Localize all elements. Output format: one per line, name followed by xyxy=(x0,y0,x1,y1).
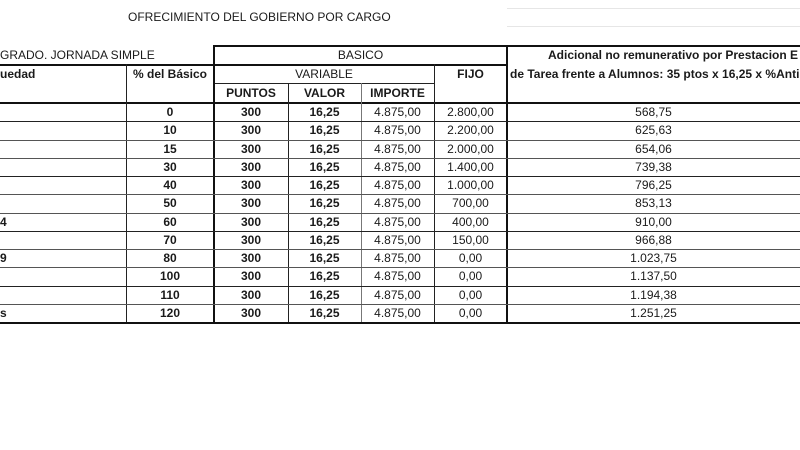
cell-pct-basico[interactable]: 15 xyxy=(163,141,177,156)
cell-importe[interactable]: 4.875,00 xyxy=(374,214,421,229)
cell-importe[interactable]: 4.875,00 xyxy=(374,196,421,211)
cell-puntos[interactable]: 300 xyxy=(240,178,262,193)
border-line xyxy=(0,64,507,66)
cell-valor[interactable]: 16,25 xyxy=(309,159,340,174)
cell-puntos[interactable]: 300 xyxy=(240,251,262,266)
cell-antiguedad[interactable] xyxy=(0,176,124,194)
cell-antiguedad[interactable] xyxy=(0,267,124,285)
cell-pct-basico[interactable]: 110 xyxy=(160,287,180,302)
cell-valor[interactable]: 16,25 xyxy=(309,232,340,247)
cell-fijo[interactable]: 0,00 xyxy=(458,287,483,302)
cell-adicional[interactable]: 1.194,38 xyxy=(630,287,677,302)
section-label: GRADO. JORNADA SIMPLE xyxy=(0,48,155,62)
cell-pct-basico[interactable]: 30 xyxy=(163,159,177,174)
header-adicional-line1: Adicional no remunerativo por Prestacion E xyxy=(548,48,799,62)
cell-importe[interactable]: 4.875,00 xyxy=(374,305,421,320)
cell-puntos[interactable]: 300 xyxy=(240,159,262,174)
cell-pct-basico[interactable]: 70 xyxy=(163,232,177,247)
cell-adicional[interactable]: 1.137,50 xyxy=(630,269,677,284)
cell-antiguedad[interactable] xyxy=(0,121,124,139)
cell-fijo[interactable]: 2.200,00 xyxy=(447,123,494,138)
cell-valor[interactable]: 16,25 xyxy=(309,214,340,229)
cell-pct-basico[interactable]: 80 xyxy=(163,251,177,266)
cell-adicional[interactable]: 1.023,75 xyxy=(630,251,677,266)
cell-pct-basico[interactable]: 120 xyxy=(159,305,181,320)
cell-adicional[interactable]: 1.251,25 xyxy=(630,305,677,320)
header-pct-basico: % del Básico xyxy=(132,67,208,81)
cell-importe[interactable]: 4.875,00 xyxy=(374,123,421,138)
cell-antiguedad[interactable]: 9 xyxy=(0,251,7,266)
header-adicional-line2: de Tarea frente a Alumnos: 35 ptos x 16,25 x %Anti xyxy=(510,67,800,81)
header-fijo: FIJO xyxy=(457,67,484,81)
cell-puntos[interactable]: 300 xyxy=(240,196,262,211)
header-puntos: PUNTOS xyxy=(226,86,276,100)
cell-fijo[interactable]: 400,00 xyxy=(452,214,489,229)
cell-antiguedad[interactable]: s xyxy=(0,305,7,320)
header-basico: BASICO xyxy=(337,48,384,62)
cell-puntos[interactable]: 300 xyxy=(240,287,262,302)
cell-adicional[interactable]: 966,88 xyxy=(635,232,672,247)
cell-importe[interactable]: 4.875,00 xyxy=(374,141,421,156)
cell-antiguedad[interactable]: 4 xyxy=(0,214,7,229)
cell-antiguedad[interactable] xyxy=(0,286,124,304)
cell-valor[interactable]: 16,25 xyxy=(309,251,340,266)
cell-pct-basico[interactable]: 40 xyxy=(163,178,177,193)
cell-valor[interactable]: 16,25 xyxy=(309,178,340,193)
cell-adicional[interactable]: 568,75 xyxy=(635,105,672,120)
cell-pct-basico[interactable]: 100 xyxy=(159,269,181,284)
cell-pct-basico[interactable]: 50 xyxy=(163,196,177,211)
header-variable: VARIABLE xyxy=(295,67,353,81)
row-border xyxy=(0,322,800,324)
cell-adicional[interactable]: 654,06 xyxy=(635,141,672,156)
cell-importe[interactable]: 4.875,00 xyxy=(374,159,421,174)
cell-fijo[interactable]: 0,00 xyxy=(458,305,483,320)
cell-antiguedad[interactable] xyxy=(0,231,124,249)
header-valor: VALOR xyxy=(303,86,346,100)
cell-adicional[interactable]: 625,63 xyxy=(635,123,672,138)
cell-valor[interactable]: 16,25 xyxy=(309,305,340,320)
cell-puntos[interactable]: 300 xyxy=(240,269,262,284)
cell-importe[interactable]: 4.875,00 xyxy=(374,232,421,247)
cell-adicional[interactable]: 910,00 xyxy=(635,214,672,229)
cell-pct-basico[interactable]: 10 xyxy=(163,123,177,138)
header-importe: IMPORTE xyxy=(370,86,425,100)
cell-adicional[interactable]: 796,25 xyxy=(635,178,672,193)
cell-puntos[interactable]: 300 xyxy=(240,305,262,320)
cell-fijo[interactable]: 0,00 xyxy=(458,269,483,284)
cell-puntos[interactable]: 300 xyxy=(240,232,262,247)
faint-gridline xyxy=(507,26,800,27)
cell-antiguedad[interactable] xyxy=(0,194,124,212)
cell-fijo[interactable]: 1.000,00 xyxy=(447,178,494,193)
cell-valor[interactable]: 16,25 xyxy=(309,141,340,156)
cell-pct-basico[interactable]: 0 xyxy=(166,105,174,120)
cell-importe[interactable]: 4.875,00 xyxy=(374,287,421,302)
cell-valor[interactable]: 16,25 xyxy=(309,196,340,211)
cell-pct-basico[interactable]: 60 xyxy=(163,214,177,229)
cell-importe[interactable]: 4.875,00 xyxy=(374,178,421,193)
cell-puntos[interactable]: 300 xyxy=(240,141,262,156)
cell-fijo[interactable]: 2.800,00 xyxy=(447,105,494,120)
cell-importe[interactable]: 4.875,00 xyxy=(374,105,421,120)
cell-fijo[interactable]: 1.400,00 xyxy=(447,159,494,174)
cell-antiguedad[interactable] xyxy=(0,140,124,158)
cell-importe[interactable]: 4.875,00 xyxy=(374,251,421,266)
cell-adicional[interactable]: 739,38 xyxy=(635,159,672,174)
sheet-title: OFRECIMIENTO DEL GOBIERNO POR CARGO xyxy=(128,10,391,24)
cell-puntos[interactable]: 300 xyxy=(240,123,262,138)
faint-gridline xyxy=(507,8,800,9)
cell-puntos[interactable]: 300 xyxy=(240,214,262,229)
cell-fijo[interactable]: 150,00 xyxy=(452,232,489,247)
cell-puntos[interactable]: 300 xyxy=(240,105,262,120)
cell-valor[interactable]: 16,25 xyxy=(309,123,340,138)
header-antiguedad: uedad xyxy=(0,67,36,81)
cell-fijo[interactable]: 0,00 xyxy=(458,251,483,266)
cell-fijo[interactable]: 700,00 xyxy=(452,196,489,211)
cell-fijo[interactable]: 2.000,00 xyxy=(447,141,494,156)
cell-valor[interactable]: 16,25 xyxy=(309,105,340,120)
cell-adicional[interactable]: 853,13 xyxy=(635,196,672,211)
cell-valor[interactable]: 16,25 xyxy=(309,269,340,284)
cell-valor[interactable]: 16,25 xyxy=(309,287,340,302)
cell-antiguedad[interactable] xyxy=(0,158,124,176)
cell-antiguedad[interactable] xyxy=(0,103,124,121)
border-line xyxy=(214,83,434,84)
cell-importe[interactable]: 4.875,00 xyxy=(374,269,421,284)
